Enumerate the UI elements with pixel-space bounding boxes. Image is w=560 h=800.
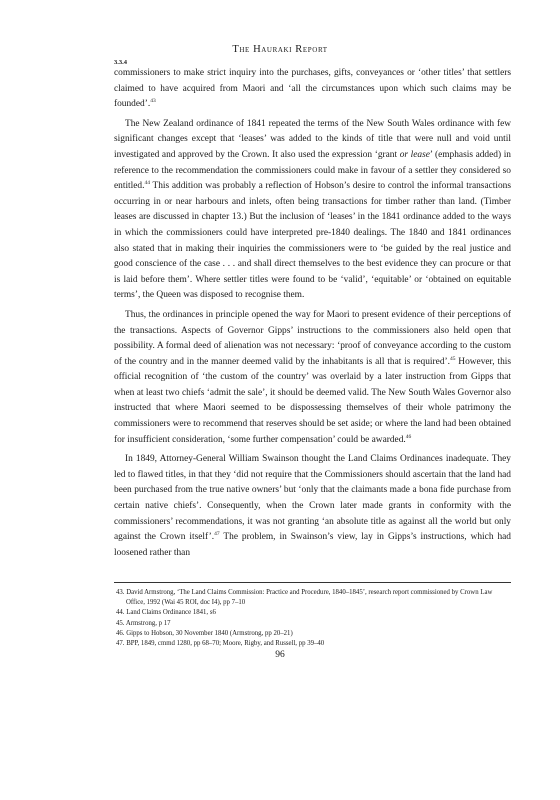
text-run: This addition was probably a reflection of Hobson’s desire to control the informal transactions occurring in or near harbours and inlets, often being transactions for timber rather than land. (Timber leases are discussed in chapter 13.) But the inclusion of ‘leases’ in the 1841 ordinance added to the ways in which the commissioners could have interpreted pre-1840 dealings. The 1840 and 1841 ordinances also stated that in making their inquiries the commissioners were to ‘be guided by the real justice and good conscience of the case . . . and shall direct themselves to the best evidence they can procure or that is laid before them’. Where settler titles were found to be ‘valid’, ‘equitable’ or ‘obtained on equitable terms’, the Queen was disposed to recognise them. <box>114 181 511 301</box>
page-number: 96 <box>275 650 285 660</box>
text-run: In 1849, Attorney-General William Swainson thought the Land Claims Ordinances inadequate. They led to flawed titles, in that they ‘did not require that the Commissioners should ascertain that the land had been purchased from the true native owners’ but ‘only that the claimants made a bona fide purchase from certain native chiefs’. Consequently, when the Crown later made grants in conformity with the commissioners’ recommendations, it was not granting ‘an absolute title as against all the world but only against the Crown itself’. <box>114 454 511 543</box>
section-number: 3.3.4 <box>114 59 127 66</box>
footnote-divider <box>114 582 511 583</box>
text-run: However, this official recognition of ‘the custom of the country’ was overlaid by a later instruction from Gipps that when at least two chiefs ‘admit the sale’, it should be deemed valid. The New South Wales Governor also instructed that where Maori seemed to be dispossessing themselves of their whole patrimony the commissioners were to recommend that reserves should be set aside; or where the land had been obtained for insufficient consideration, ‘some further compensation’ could be awarded. <box>114 356 512 445</box>
footnote: 47. BPP, 1849, cmmd 1280, pp 68–70; Moore, Rigby, and Russell, pp 39–40 <box>116 640 325 648</box>
running-head: The Hauraki Report <box>232 44 328 55</box>
text-run: The problem, in Swainson’s view, lay in Gipps’s instructions, which had loosened rather than <box>114 532 511 558</box>
footnote: 44. Land Claims Ordinance 1841, s6 <box>116 609 216 617</box>
footnotes <box>114 588 511 649</box>
footnote: 46. Gipps to Hobson, 30 November 1840 (Armstrong, pp 20–21) <box>116 629 293 637</box>
footnote: 43. David Armstrong, ‘The Land Claims Commission: Practice and Procedure, 1840–1845’, research report commissioned by Crown Law Office, 1992 (Wai 45 ROI, doc I4), pp 7–10 <box>116 589 493 607</box>
paragraph <box>114 66 511 113</box>
paragraph <box>114 452 511 561</box>
emphasis-text: or lease <box>399 149 430 160</box>
text-run: ’ (emphasis added) in reference to the recommendation the commissioners could make in favour of a settler they considered so entitled. <box>114 149 511 192</box>
footnote-marker: 46 <box>405 433 412 440</box>
footnote: 45. Armstrong, p 17 <box>116 619 171 627</box>
text-run: commissioners to make strict inquiry into the purchases, gifts, conveyances or ‘other titles’ that settlers claimed to have acquired from Maori and ‘all the circumstances upon which such claims may be founded’. <box>114 68 511 110</box>
footnote-marker: 43 <box>150 98 156 105</box>
paragraph <box>114 308 511 448</box>
footnote-marker: 47 <box>214 531 220 538</box>
paragraph <box>114 117 511 304</box>
body-text <box>114 66 511 565</box>
footnote-marker: 45 <box>449 355 456 362</box>
text-run: Thus, the ordinances in principle opened the way for Maori to present evidence of their perceptions of the transactions. Aspects of Governor Gipps’ instructions to the commissioners also held open that possibility. A formal deed of alienation was not necessary: ‘proof of conveyance according to the custom of the country and in the manner deemed valid by the inhabitants is all that is required’. <box>114 309 511 367</box>
text-run: The New Zealand ordinance of 1841 repeated the terms of the New South Wales ordinance with few significant changes except that ‘leases’ was added to the kinds of title that were null and void until investigated and approved by the Crown. It also used the expression ‘grant <box>114 118 511 160</box>
footnote-marker: 44 <box>144 180 150 187</box>
